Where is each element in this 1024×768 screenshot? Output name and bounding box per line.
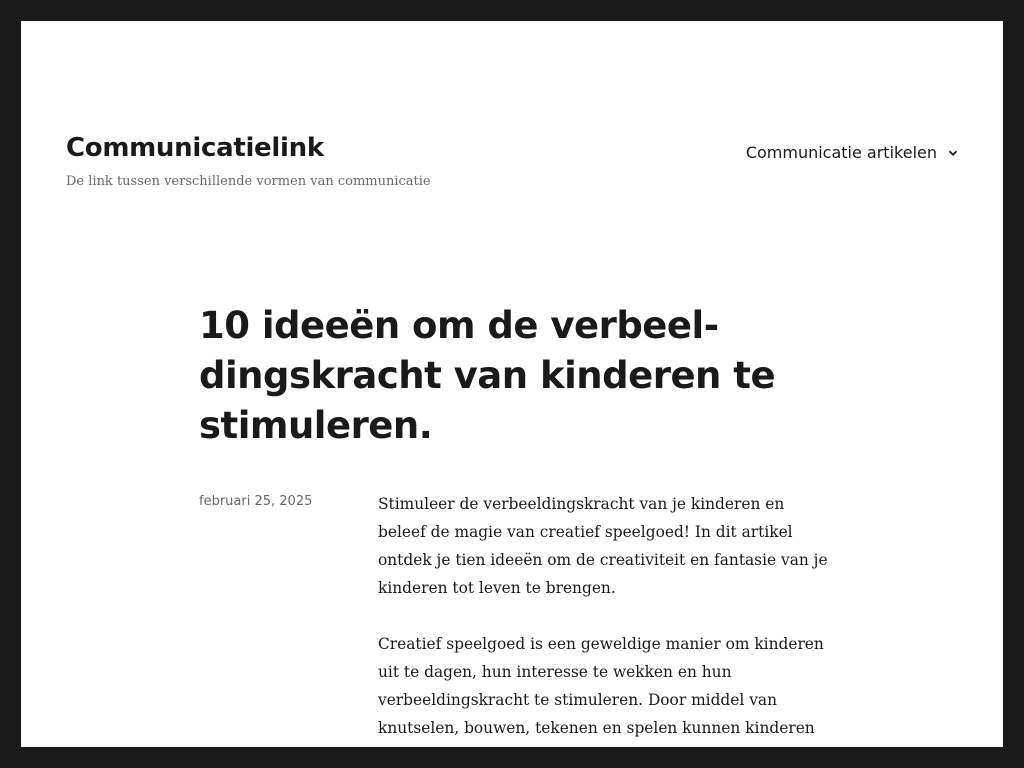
site-tagline: De link tussen verschillende vormen van communicatie — [66, 174, 431, 189]
nav-item-label: Communicatie artikelen — [745, 143, 937, 162]
chevron-down-icon — [947, 147, 959, 159]
post-content — [378, 490, 833, 747]
site-title-link[interactable]: Communicatielink — [66, 133, 324, 163]
nav-item-communicatie-artikelen[interactable] — [746, 143, 959, 162]
post-title: 10 ideeën om de verbeeldingskracht van kinderen te stimuleren. — [199, 304, 776, 447]
post-paragraph: Creatief speelgoed is een geweldige manier om kinderen uit te dagen, hun interesse te wekken en hun verbeeldingskracht te stimuleren. Door middel van knutselen, bouwen, tekenen en spelen kunnen kinderen — [378, 635, 824, 737]
post-date-link[interactable]: februari 25, 2025 — [199, 494, 313, 509]
post-paragraph: Stimuleer de verbeeldingskracht van je kinderen en beleef de magie van creatief speelgoed! In dit artikel ontdek je tien ideeën om de creativiteit en fantasie van je kinderen tot leven te brengen. — [378, 495, 828, 597]
page — [21, 21, 1003, 747]
